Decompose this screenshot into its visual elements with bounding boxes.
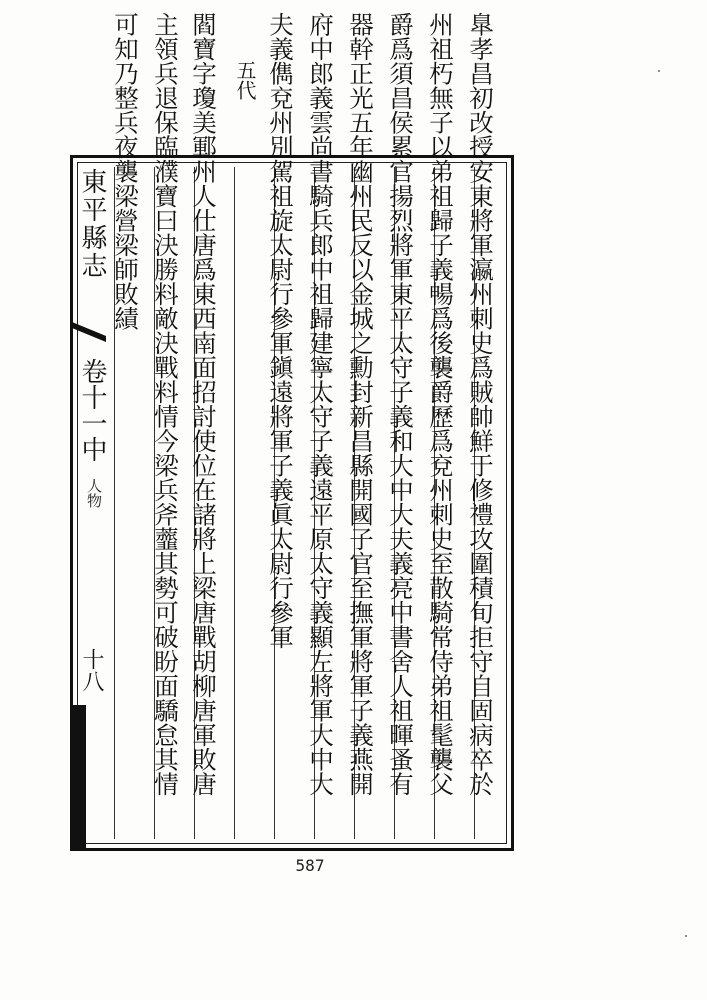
text-column: 夫義儁兗州別駕祖旋太尉行參軍鎭遠將軍子義眞太尉行參軍 xyxy=(266,12,295,649)
category-label: 人物 xyxy=(85,478,103,508)
margin-black-bar xyxy=(70,705,86,851)
text-column: 爵爲須昌侯累官揚烈將軍東平太守子義和大中大夫義亮中書舍人祖暉蚤有 xyxy=(386,12,415,796)
volume-label: 卷十一中 xyxy=(77,358,107,462)
scan-speck xyxy=(658,70,660,72)
fish-tail-mark xyxy=(70,322,108,342)
page-number: 587 xyxy=(295,856,325,875)
text-column: 閻寶字瓊美鄆州人仕唐爲東西南面招討使位在諸將上梁唐戰胡柳唐軍敗唐 xyxy=(189,12,218,796)
text-column: 可知乃整兵夜襲梁營梁師敗績 xyxy=(111,12,140,331)
leaf-number: 十八 xyxy=(79,648,104,692)
text-column: 臯孝昌初改授安東將軍瀛州刺史爲賊帥鮮于修禮攻圍積旬拒守自固病卒於 xyxy=(466,12,495,796)
text-column: 州祖朽無子以弟祖歸子義暢爲後襲爵歷爲兗州刺史至散騎常侍弟祖髦襲父 xyxy=(426,12,455,796)
text-column: 器幹正光五年幽州民反以金城之勳封新昌縣開國子官至撫軍將軍子義燕開 xyxy=(346,12,375,796)
section-heading: 五代 xyxy=(233,60,257,100)
column-rule xyxy=(234,167,235,839)
book-title: 東平縣志 xyxy=(77,168,107,280)
text-column: 府中郎義雲尚書騎兵郎中祖歸建寧太守子義遠平原太守義顯左將軍大中大 xyxy=(306,12,335,796)
scan-speck xyxy=(685,935,687,937)
text-column: 主領兵退保臨濮寶曰決勝料敵決戰料情今梁兵斧虀其勢可破盼面驕怠其情 xyxy=(151,12,180,796)
